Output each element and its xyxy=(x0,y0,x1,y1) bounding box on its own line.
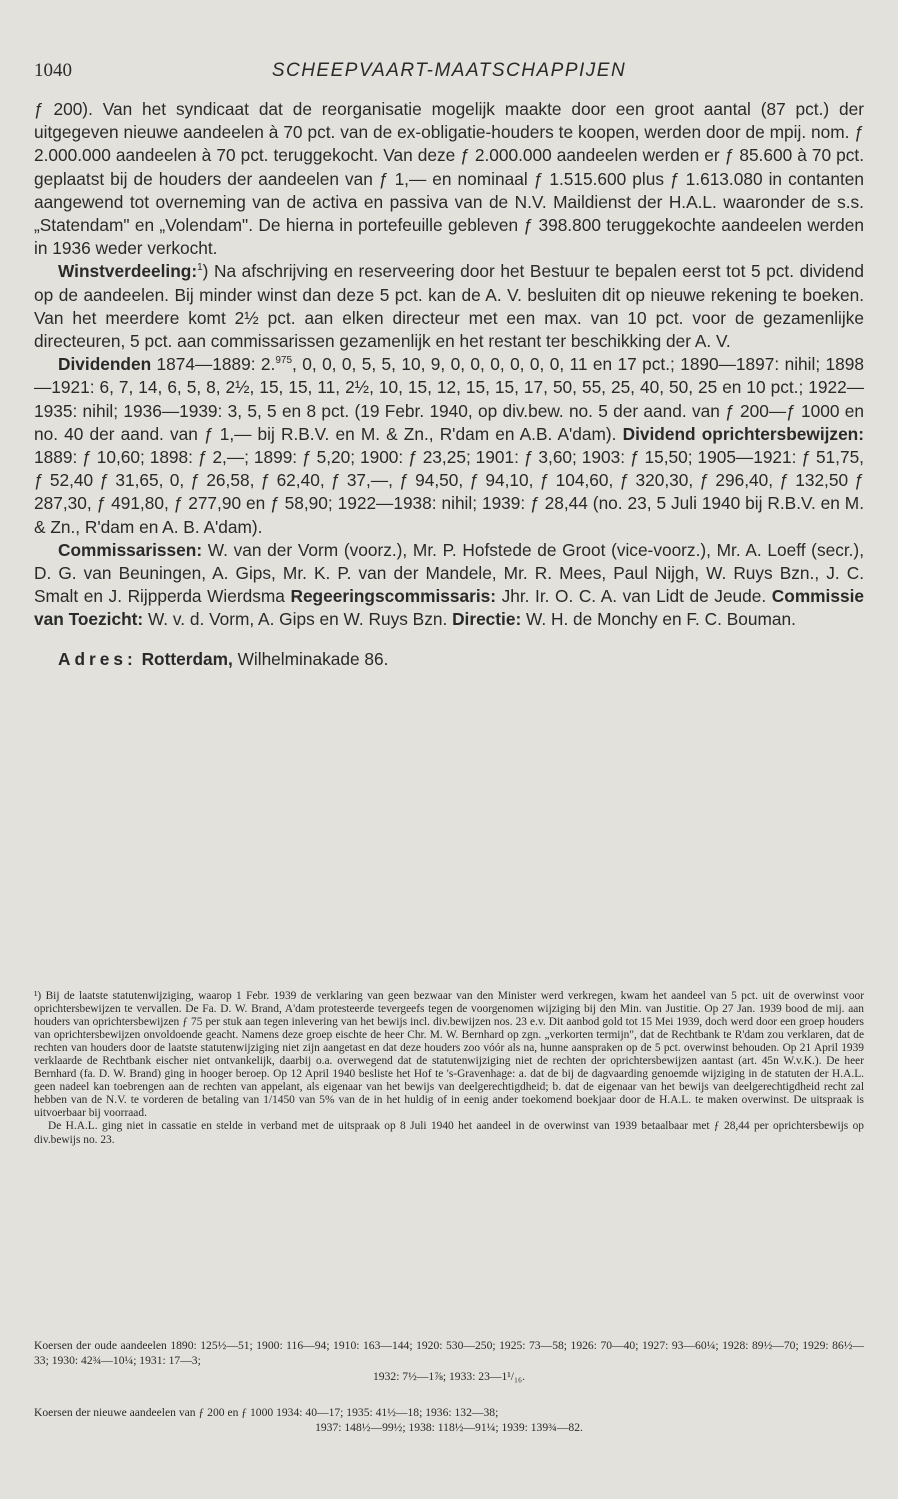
page-number: 1040 xyxy=(34,60,72,81)
dividenden-text-2: , 0, 0, 0, 5, 5, 10, 9, 0, 0, 0, 0, 0, 0, 11 en 17 pct.; 1890—1897: nihil; 1898—1921: 6, 7, 14, 6, 5, 8, 2½, 15, 15, 11, 2½, 10, 15, 12, 15, 15, 17, 50, 55, 25, 40, 50, 25 en 10 pct.; 1922—1935: nihil; 1936—1939: 3, 5, 5 en 8 pct. (19 Febr. 1940, op div.bew. no. 5 der aand. van ƒ 200—ƒ 1000 en no. 40 der aand. van ƒ 1,— bij R.B.V. en M. & Zn., R'dam en A.B. A'dam). xyxy=(34,354,864,444)
adres-paragraph xyxy=(34,648,864,671)
adres-label: Adres: xyxy=(58,648,137,669)
commissarissen-label: Commissarissen: xyxy=(58,539,203,560)
commissarissen-text: W. van der Vorm (voorz.), Mr. P. Hofstede de Groot (vice-voorz.), Mr. A. Loeff (secr.), D. G. van Beuningen, A. Gips, Mr. K. P. van der Mandele, Mr. R. Mees, Paul Nijgh, W. Ruys Bzn., J. C. Smalt en J. Rijpperda Wierdsma xyxy=(34,539,864,607)
running-title: SCHEEPVAART-MAATSCHAPPIJEN xyxy=(271,60,627,81)
footnote-paragraph-1: ¹) Bij de laatste statutenwijziging, waarop 1 Febr. 1939 de verklaring van geen bezwaar van den Minister werd verkregen, kwam het aandeel van 5 pct. uit de overwinst voor oprichtersbewijzen te vervallen. De Fa. D. W. Brand, A'dam protesteerde tevergeefs tegen de voorgenomen wijziging bij den Min. van Justitie. Op 27 Jan. 1939 bood de mij. aan houders van oprichtersbewijzen ƒ 75 per stuk aan tegen inlevering van het bewijs incl. div.bewijzen nos. 23 e.v. Dit aanbod gold tot 15 Mei 1939, doch werd door een groep houders van oprichtersbewijzen onvoldoende geacht. Namens deze groep eischte de heer Chr. M. W. Bernhard op zgn. „verkorten termijn", dat de Rechtbank te R'dam zou verklaren, dat de rechten van houders door de laatste statutenwijziging niet zijn aangetast en dat deze houders zoo vóór als na, hunne aanspraken op de 5 pct. overwinst behouden. Op 21 April 1939 verklaarde de Rechtbank eischer niet ontvankelijk, daarbij o.a. overwegend dat de statutenwijziging niet de rechten der oprichtersbewijzen aantast (art. 45n W.v.K.). De heer Bernhard (fa. D. W. Brand) ging in hooger beroep. Op 12 April 1940 besliste het Hof te 's-Gravenhage: a. dat de bij de dagvaarding genoemde wijziging in de statuten der H.A.L. geen nadeel kan toebrengen aan de rechten van appelant, als eigenaar van het bewijs van deelgerechtigdheid; b. dat de eigenaar van het bewijs van deelgerechtigdheid recht zal hebben van de N.V. te vorderen de betaling van 1/1450 van 5% van de in het huldig of in eenig ander toekomend boekjaar door de H.A.L. te maken overwinst. De uitspraak is uitvoerbaar bij voorraad. xyxy=(34,990,864,1120)
koersen-oud-line-a: Koersen der oude aandeelen 1890: 125½—51; 1900: 116—94; 1910: 163—144; 1920: 530—250; 1925: 73—58; 1926: 70—40; 1927: 93—60¼; 1928: 89½—70; 1929: 86½—33; 1930: 42¾—10¼; 1931: 17—3; xyxy=(34,1339,864,1368)
commissie-toezicht-label: Commissie van Toezicht: xyxy=(34,586,864,630)
dividenden-text-3: 1889: ƒ 10,60; 1898: ƒ 2,—; 1899: ƒ 5,20; 1900: ƒ 23,25; 1901: ƒ 3,60; 1903: ƒ 15,50; 1905—1921: ƒ 51,75, ƒ 52,40 ƒ 31,65, 0, ƒ 26,58, ƒ 62,40, ƒ 37,—, ƒ 94,50, ƒ 94,10, ƒ 104,60, ƒ 320,30, ƒ 296,40, ƒ 132,50 ƒ 287,30, ƒ 491,80, ƒ 277,90 en ƒ 58,90; 1922—1938: nihil; 1939: ƒ 28,44 (no. 23, 5 Juli 1940 bij R.B.V. en M. & Zn., R'dam en A. B. A'dam). xyxy=(34,447,864,537)
winstverdeeling-text: ) Na afschrijving en reserveering door het Bestuur te bepalen eerst tot 5 pct. dividend op de aandeelen. Bij minder winst dan deze 5 pct. kan de A. V. besluiten dit op nieuwe rekening te boeken. Van het meerdere komt 2½ pct. aan elken directeur met een max. van 10 pct. voor de gezamenlijke directeuren, 5 pct. aan commissarissen gezamenlijk en het restant ter beschikking der A. V. xyxy=(34,261,864,352)
koersen-nieuw-line-a: Koersen der nieuwe aandeelen van ƒ 200 en ƒ 1000 1934: 40—17; 1935: 41½—18; 1936: 132—38; xyxy=(34,1406,499,1419)
winstverdeeling-paragraph xyxy=(34,260,864,353)
commissie-toezicht-text: W. v. d. Vorm, A. Gips en W. Ruys Bzn. xyxy=(143,609,453,630)
koersen-oude-aandeelen xyxy=(34,1338,864,1384)
directie-label: Directie: xyxy=(452,609,522,630)
koersen-oud-line-b: 1932: 7½—1⅞; 1933: 23—1¹/₁₆. xyxy=(373,1369,525,1383)
dividend-oprichtersbewijzen-label: Dividend oprichtersbewijzen: xyxy=(622,423,864,444)
dividenden-superscript: 975 xyxy=(275,355,293,367)
koersen-nieuw-line-b: 1937: 148½—99½; 1938: 118½—91¼; 1939: 139¾—82. xyxy=(315,1421,583,1435)
intro-paragraph: ƒ 200). Van het syndicaat dat de reorganisatie mogelijk maakte door een groot aantal (87 pct.) der uitgegeven nieuwe aandeelen à 70 pct. van de ex-obligatie-houders te koopen, werden door de mpij. nom. ƒ 2.000.000 aandeelen à 70 pct. teruggekocht. Van deze ƒ 2.000.000 aandeelen werden er ƒ 85.600 à 70 pct. geplaatst bij de houders der aandeelen van ƒ 1,— en nominaal ƒ 1.515.600 plus ƒ 1.613.080 in contanten aangewend tot overneming van de activa en passiva van de N.V. Maildienst der H.A.L. waaronder de s.s. „Statendam" en „Volendam". De hierna in portefeuille gebleven ƒ 398.800 teruggekochte aandeelen werden in 1936 weder verkocht. xyxy=(34,99,864,259)
regeeringscommissaris-text: Jhr. Ir. O. C. A. van Lidt de Jeude. xyxy=(496,586,772,607)
adres-city: Rotterdam, xyxy=(141,648,233,669)
main-text xyxy=(34,98,864,671)
footnote-paragraph-2: De H.A.L. ging niet in cassatie en stelde in verband met de uitspraak op 8 Juli 1940 het aandeel in de overwinst van 1939 betaalbaar met ƒ 28,44 per oprichtersbewijs op div.bewijs no. 23. xyxy=(34,1120,864,1146)
dividenden-text-1: 1874—1889: 2. xyxy=(151,354,276,375)
regeeringscommissaris-label: Regeeringscommissaris: xyxy=(290,586,497,607)
koersen-nieuwe-aandeelen xyxy=(34,1405,864,1436)
dividenden-label: Dividenden xyxy=(58,354,152,375)
winstverdeeling-label: Winstverdeeling: xyxy=(58,261,198,282)
footnote xyxy=(34,990,864,1147)
commissarissen-paragraph xyxy=(34,539,864,632)
directie-text: W. H. de Monchy en F. C. Bouman. xyxy=(521,609,796,630)
footnote-ref: 1 xyxy=(197,262,203,274)
adres-street: Wilhelminakade 86. xyxy=(232,648,389,669)
dividenden-paragraph xyxy=(34,353,864,539)
page-header xyxy=(34,60,864,88)
